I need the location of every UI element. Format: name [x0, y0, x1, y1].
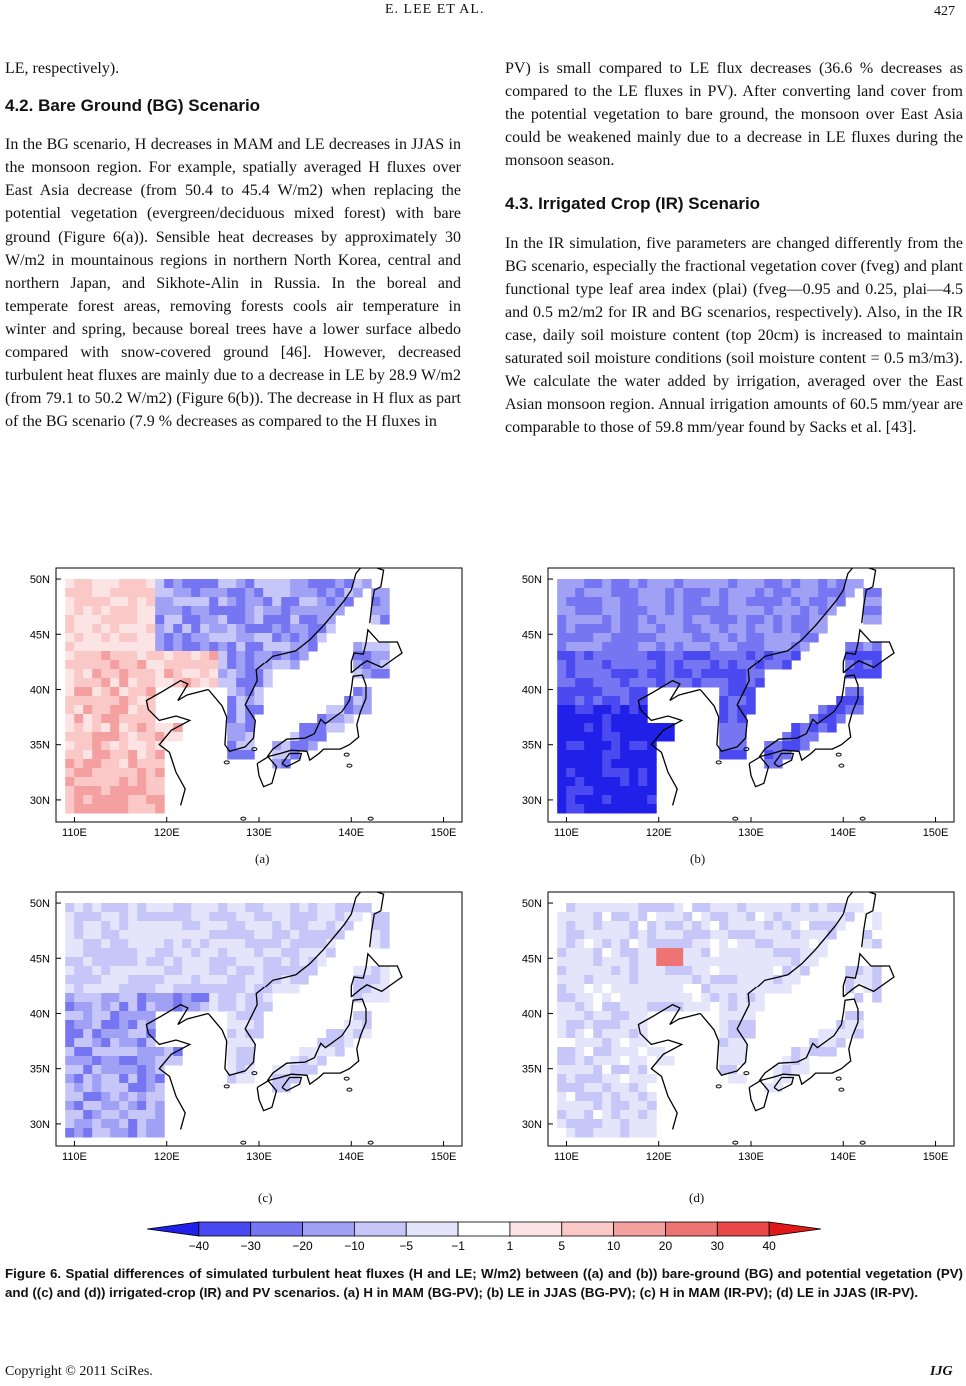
- footer-journal: IJG: [930, 1364, 953, 1379]
- colorbar: [145, 1218, 825, 1256]
- lat-tick-label: 50N: [29, 574, 50, 587]
- colorbar-tick-label: 5: [558, 1239, 566, 1253]
- lon-tick-label: 110E: [554, 827, 579, 839]
- lon-tick-label: 130E: [246, 1151, 272, 1163]
- colorbar-segment: [769, 1222, 821, 1236]
- lat-tick-label: 45N: [521, 953, 542, 966]
- left-column: [5, 57, 461, 433]
- colorbar-tick-label: −20: [292, 1239, 313, 1253]
- colorbar-tick-label: 20: [658, 1239, 673, 1253]
- lon-tick-label: 130E: [246, 827, 272, 839]
- page-header: [0, 0, 966, 22]
- page-number: 427: [934, 4, 955, 19]
- heading-irrigated-crop: 4.3. Irrigated Crop (IR) Scenario: [505, 194, 761, 214]
- colorbar-tick-label: −40: [188, 1239, 210, 1253]
- lon-tick-label: 150E: [922, 1151, 949, 1163]
- paragraph-irrigated-crop: In the IR simulation, five parameters are changed differently from the BG scenario, especially the fractional vegetation cover (fveg) and plant functional type leaf area index (plai) (fveg—0.95 and 0.25, plai—4.5 and 0.5 m2/m2 for IR and BG scenarios, respectively). Also, in the IR case, daily soil moisture content (top 20cm) is increased to maintain saturated soil moisture conditions (soil moisture content = 0.5 m3/m3). We calculate the water added by irrigation, averaged over the East Asian monsoon region. Annual irrigation amounts of 60.5 mm/year are comparable to those of 59.8 mm/year found by Sacks et al. [43].: [505, 234, 963, 437]
- panel-label-c: (c): [258, 1190, 273, 1205]
- lon-tick-label: 130E: [738, 827, 764, 839]
- colorbar-tick-label: −30: [240, 1239, 261, 1253]
- lon-tick-label: 140E: [338, 1151, 365, 1163]
- lat-tick-label: 50N: [521, 574, 542, 587]
- colorbar-segment: [510, 1222, 562, 1236]
- map-panel-d: [496, 884, 958, 1174]
- heading-bare-ground: 4.2. Bare Ground (BG) Scenario: [5, 96, 261, 116]
- lat-tick-label: 30N: [521, 1118, 542, 1131]
- colorbar-tick-label: 40: [762, 1239, 776, 1253]
- lat-tick-label: 35N: [29, 1063, 50, 1076]
- lon-tick-label: 150E: [922, 827, 949, 839]
- colorbar-segment: [562, 1222, 614, 1236]
- lon-tick-label: 120E: [153, 827, 180, 839]
- lon-tick-label: 120E: [645, 1151, 672, 1163]
- colorbar-segment: [354, 1222, 406, 1236]
- lat-tick-label: 40N: [521, 684, 542, 697]
- panel-label-d: (d): [689, 1190, 705, 1205]
- colorbar-tick-label: −10: [344, 1239, 365, 1253]
- paragraph-bare-ground: In the BG scenario, H decreases in MAM and LE decreases in JJAS in the monsoon region. For example, spatially averaged H fluxes over East Asia decrease (from 50.4 to 45.4 W/m2) when replacing the potential vegetation (evergreen/deciduous mixed forest) with bare ground (Figure 6(a)). Sensible heat decreases by approximately 30 W/m2 in mountainous regions in northern North Korea, central and northern Japan, and Sikhote-Alin in Russia. In the boreal and temperate forest areas, removing forests cools air temperature in winter and spring, because boreal trees have a lower surface albedo compared with snow-covered ground [46]. However, decreased turbulent heat fluxes are mainly due to a decrease in LE by 28.9 W/m2 (from 79.1 to 50.2 W/m2) (Figure 6(b)). The decrease in H flux as part of the BG scenario (7.9 % decreases as compared to the H fluxes in: [5, 136, 461, 431]
- lat-tick-label: 45N: [29, 629, 50, 642]
- lon-tick-label: 110E: [62, 1151, 87, 1163]
- running-head: E. LEE ET AL.: [385, 2, 485, 17]
- colorbar-tick-label: −1: [451, 1239, 465, 1253]
- panel-label-a: (a): [255, 851, 270, 866]
- lat-tick-label: 30N: [29, 794, 50, 807]
- colorbar-segment: [303, 1222, 355, 1236]
- lat-tick-label: 40N: [29, 684, 50, 697]
- lon-tick-label: 120E: [153, 1151, 180, 1163]
- colorbar-segment: [251, 1222, 303, 1236]
- lat-tick-label: 40N: [29, 1008, 50, 1021]
- lat-tick-label: 40N: [521, 1008, 542, 1021]
- lat-tick-label: 50N: [521, 898, 542, 911]
- lat-tick-label: 45N: [521, 629, 542, 642]
- lat-tick-label: 30N: [29, 1118, 50, 1131]
- colorbar-tick-label: 30: [710, 1239, 724, 1253]
- intro-text: LE, respectively).: [5, 60, 120, 77]
- colorbar-segment: [717, 1222, 769, 1236]
- colorbar-tick-label: 1: [506, 1239, 514, 1253]
- lon-tick-label: 150E: [430, 1151, 457, 1163]
- figure-caption: Figure 6. Spatial differences of simulated turbulent heat fluxes (H and LE; W/m2) between ((a) and (b)) bare-ground (BG) and potential vegetation (PV) and ((c) and (d)) irrigated-crop (IR) and PV scenarios. (a) H in MAM (BG-PV); (b) LE in JJAS (BG-PV); (c) H in MAM (IR-PV); (d) LE in JJAS (IR-PV).: [5, 1266, 963, 1300]
- lon-tick-label: 110E: [554, 1151, 579, 1163]
- colorbar-tick-label: −5: [399, 1239, 414, 1253]
- colorbar-segment: [665, 1222, 717, 1236]
- lon-tick-label: 140E: [830, 1151, 857, 1163]
- map-panel-b: [496, 560, 958, 850]
- lat-tick-label: 35N: [521, 739, 542, 752]
- lat-tick-label: 45N: [29, 953, 50, 966]
- colorbar-segment: [199, 1222, 251, 1236]
- lon-tick-label: 110E: [62, 827, 87, 839]
- colorbar-segment: [458, 1222, 510, 1236]
- lon-tick-label: 120E: [645, 827, 672, 839]
- footer-copyright: Copyright © 2011 SciRes.: [5, 1364, 153, 1379]
- lat-tick-label: 35N: [29, 739, 50, 752]
- paragraph-continued: PV) is small compared to LE flux decreases (36.6 % decreases as compared to the LE fluxes in PV). After converting land cover from the potential vegetation to bare ground, the monsoon over East Asia could be weakened mainly due to a decrease in LE fluxes during the monsoon season.: [505, 60, 963, 170]
- lat-tick-label: 30N: [521, 794, 542, 807]
- lat-tick-label: 50N: [29, 898, 50, 911]
- right-column: [505, 57, 963, 439]
- colorbar-tick-label: 10: [606, 1239, 621, 1253]
- map-panel-c: [4, 884, 466, 1174]
- colorbar-segment: [147, 1222, 199, 1236]
- panel-label-b: (b): [690, 851, 706, 866]
- colorbar-segment: [406, 1222, 458, 1236]
- colorbar-segment: [614, 1222, 666, 1236]
- map-panel-a: [4, 560, 466, 850]
- lon-tick-label: 140E: [338, 827, 365, 839]
- lon-tick-label: 150E: [430, 827, 457, 839]
- lon-tick-label: 140E: [830, 827, 857, 839]
- lat-tick-label: 35N: [521, 1063, 542, 1076]
- lon-tick-label: 130E: [738, 1151, 764, 1163]
